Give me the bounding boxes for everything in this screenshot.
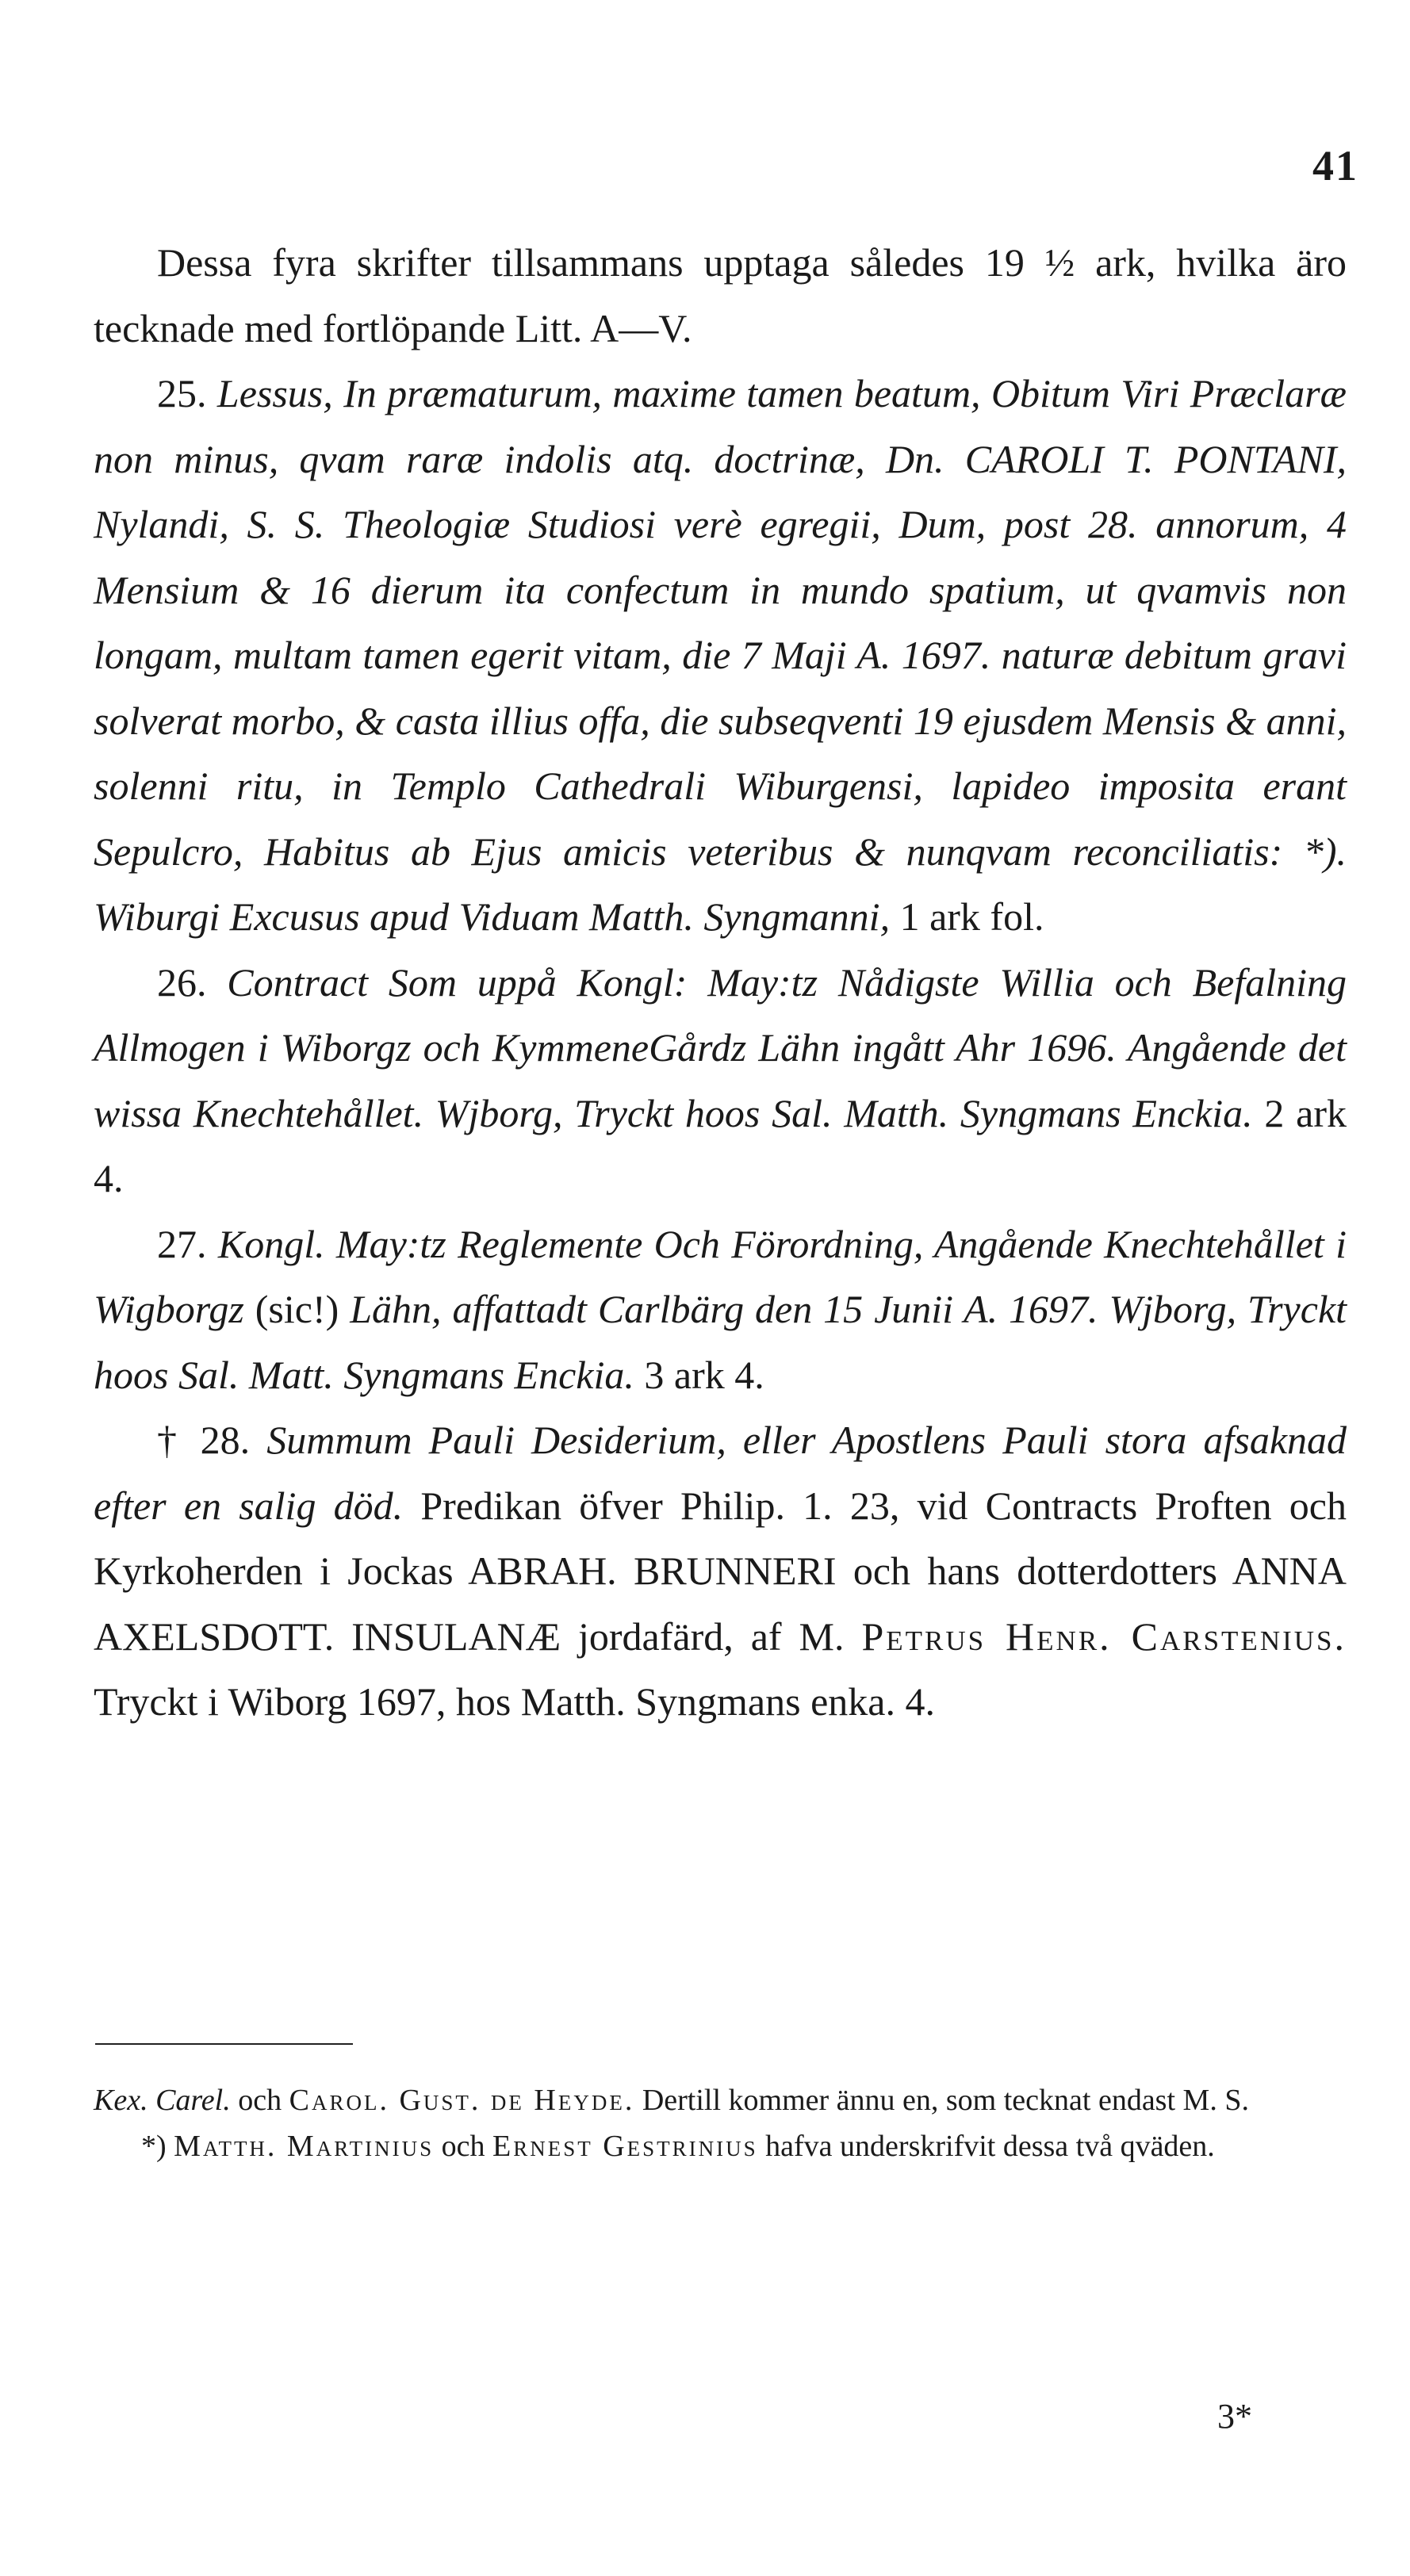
entry-title-part1: Kongl. May:tz Reglemente Och Förordning, Angående Knechtehållet i Wigborgz (94, 1221, 1347, 1331)
entry-imprint: Tryckt i Wiborg 1697, hos Matth. Syngmans enka. 4. (94, 1679, 935, 1724)
signature-mark: 3* (1217, 2397, 1252, 2436)
footnote-text: hafva underskrifvit dessa två qväden. (765, 2130, 1215, 2163)
footnote-text: och (441, 2130, 485, 2163)
entry-format: 3 ark 4. (644, 1352, 764, 1397)
entry-format: 2 ark 4. (94, 1090, 1347, 1200)
entry-number: 27. (157, 1221, 207, 1266)
footnote-ref: Kex. Carel. (94, 2084, 231, 2117)
footnote-marker: *) (141, 2130, 167, 2163)
footnote-text: och (238, 2084, 282, 2117)
intro-paragraph: Dessa fyra skrifter tillsammans upptaga således 19 ½ ark, hvilka äro tecknade med fortlöpande Litt. A—V. (94, 240, 1347, 350)
footnote-name: Ernest Gestrinius (492, 2130, 758, 2163)
entry-description: Predikan öfver Philip. 1. 23, vid Contracts Proften och Kyrkoherden i Jockas ABRAH. BRUNNERI och hans dotterdotters ANNA AXELSDOTT. INSULANÆ jordafärd, af M. (94, 1483, 1347, 1659)
entry-25 (94, 361, 1347, 950)
footnotes (94, 2077, 1347, 2169)
footnote-2 (94, 2123, 1347, 2169)
entry-number: 28. (200, 1418, 251, 1462)
entry-title: Summum Pauli Desiderium, eller Apostlens Pauli stora afsaknad efter en salig död. (94, 1418, 1347, 1528)
entry-format: 1 ark fol. (899, 894, 1044, 939)
entry-title-part2: Lähn, affattadt Carlbärg den 15 Junii A. 1697. Wjborg, Tryckt hoos Sal. Matt. Syngmans Enckia. (94, 1287, 1347, 1397)
entry-sic: (sic!) (255, 1287, 339, 1331)
entry-title: Lessus, In præmaturum, maxime tamen beatum, Obitum Viri Præclaræ non minus, qvam raræ indolis atq. doctrinæ, Dn. CAROLI T. PONTANI, Nylandi, S. S. Theologiæ Studiosi verè egregii, Dum, post 28. annorum, 4 Mensium & 16 dierum ita confectum in mundo spatium, ut qvamvis non longam, multam tamen egerit vitam, die 7 Maji A. 1697. naturæ debitum gravi solverat morbo, & casta illius offa, die subseqventi 19 ejusdem Mensis & anni, solenni ritu, in Templo Cathedrali Wiburgensi, lapideo imposita erant Sepulcro, Habitus ab Ejus amicis veteribus & nunqvam reconciliatis: *). Wiburgi Excusus apud Viduam Matth. Syngmanni, (94, 371, 1347, 939)
entry-number: 25. (157, 371, 207, 415)
entry-26 (94, 950, 1347, 1211)
entry-author: Petrus Henr. Carstenius. (861, 1613, 1347, 1659)
main-text (94, 230, 1347, 1735)
footnote-1 (94, 2077, 1347, 2123)
page-number: 41 (1312, 142, 1358, 189)
entry-title: Contract Som uppå Kongl: May:tz Nådigste Willia och Befalning Allmogen i Wiborgz och KymmeneGårdz Lähn ingått Ahr 1696. Angående det wissa Knechtehållet. Wjborg, Tryckt hoos Sal. Matth. Syngmans Enckia. (94, 959, 1347, 1135)
footnote-divider (95, 2043, 353, 2045)
footnote-name: Matth. Martinius (174, 2130, 435, 2163)
footnote-name: Carol. Gust. de Heyde. (289, 2084, 635, 2117)
entry-number: 26. (157, 959, 207, 1005)
footnote-text: Dertill kommer ännu en, som tecknat endast M. S. (642, 2084, 1249, 2117)
entry-28 (94, 1407, 1347, 1735)
entry-27 (94, 1211, 1347, 1408)
dagger-mark: † (157, 1418, 184, 1462)
